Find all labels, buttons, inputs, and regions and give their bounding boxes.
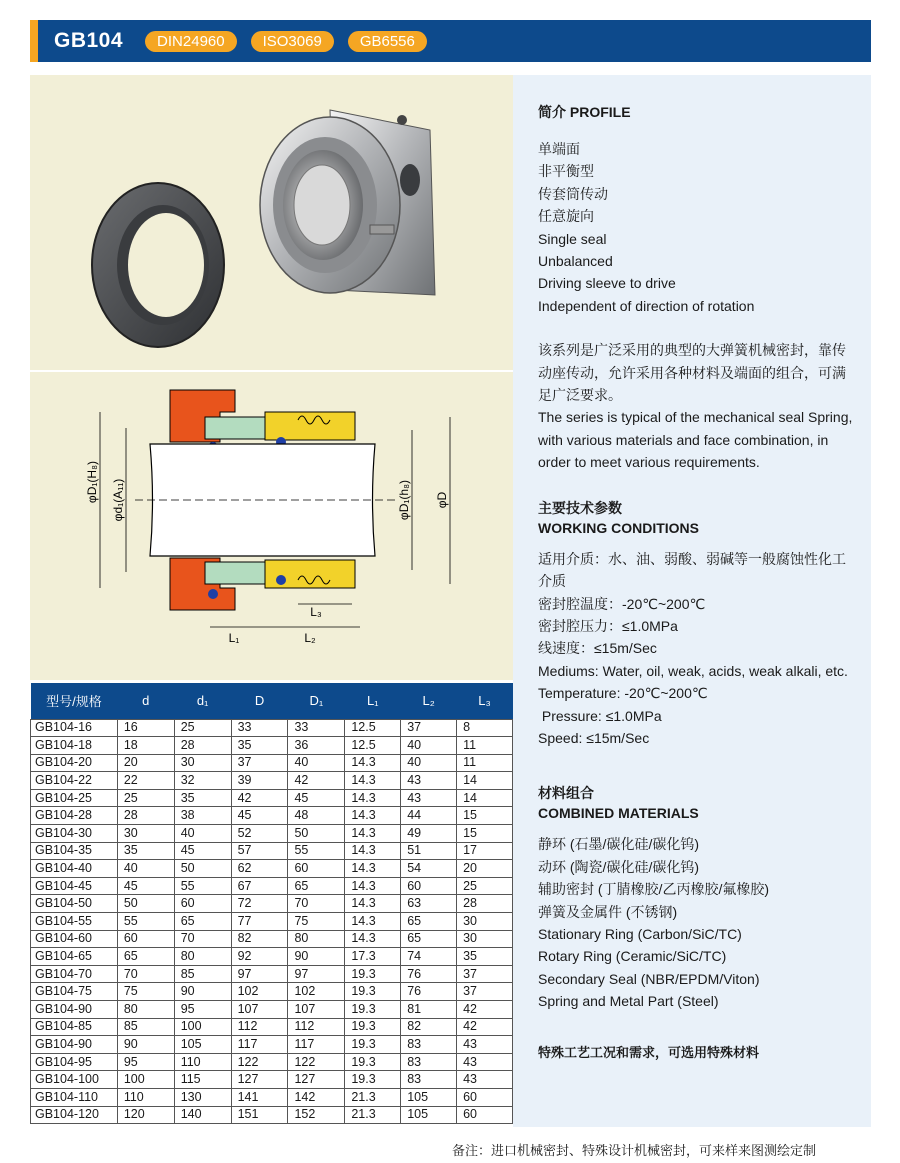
value-cell: 102 [231, 983, 288, 1001]
model-cell: GB104-25 [31, 789, 118, 807]
value-cell: 76 [401, 983, 457, 1001]
value-cell: 48 [288, 807, 345, 825]
value-cell: 100 [174, 1018, 231, 1036]
value-cell: 28 [117, 807, 174, 825]
value-cell: 45 [231, 807, 288, 825]
value-cell: 14 [457, 772, 513, 790]
value-cell: 107 [231, 1001, 288, 1019]
value-cell: 32 [174, 772, 231, 790]
table-row [31, 895, 513, 913]
model-cell: GB104-20 [31, 754, 118, 772]
value-cell: 70 [174, 930, 231, 948]
model-cell: GB104-60 [31, 930, 118, 948]
value-cell: 19.3 [345, 1001, 401, 1019]
dim-label: φD [435, 491, 449, 509]
material-line: 动环 (陶瓷/碳化硅/碳化钨) [538, 858, 699, 875]
value-cell: 97 [231, 965, 288, 983]
value-cell: 60 [457, 1106, 513, 1124]
special-note: 特殊工艺工况和需求，可选用特殊材料 [538, 1044, 760, 1060]
value-cell: 11 [457, 754, 513, 772]
table-row [31, 807, 513, 825]
value-cell: 35 [174, 789, 231, 807]
value-cell: 28 [457, 895, 513, 913]
value-cell: 14.3 [345, 895, 401, 913]
dim-label: φD₁(H₈) [85, 460, 99, 504]
table-row [31, 789, 513, 807]
title-bar [30, 20, 871, 62]
value-cell: 75 [117, 983, 174, 1001]
table-row [31, 930, 513, 948]
value-cell: 37 [457, 965, 513, 983]
value-cell: 33 [288, 719, 345, 737]
dim-label: φd₁(A₁₁) [111, 478, 125, 522]
table-row [31, 825, 513, 843]
value-cell: 76 [401, 965, 457, 983]
model-cell: GB104-90 [31, 1036, 118, 1054]
value-cell: 36 [288, 737, 345, 755]
profile-line: Independent of direction of rotation [538, 297, 755, 314]
value-cell: 52 [231, 825, 288, 843]
value-cell: 81 [401, 1001, 457, 1019]
working-line: 密封腔温度：-20℃~200℃ [538, 595, 706, 612]
value-cell: 60 [174, 895, 231, 913]
model-cell: GB104-28 [31, 807, 118, 825]
column-header: L₃ [457, 683, 513, 719]
value-cell: 62 [231, 860, 288, 878]
value-cell: 43 [457, 1036, 513, 1054]
material-line: 辅助密封 (丁腈橡胶/乙丙橡胶/氟橡胶) [538, 881, 769, 898]
value-cell: 12.5 [345, 737, 401, 755]
value-cell: 22 [117, 772, 174, 790]
table-row [31, 1036, 513, 1054]
table-row [31, 1088, 513, 1106]
value-cell: 83 [401, 1071, 457, 1089]
table-header-row [31, 683, 513, 719]
value-cell: 90 [117, 1036, 174, 1054]
model-cell: GB104-18 [31, 737, 118, 755]
value-cell: 45 [174, 842, 231, 860]
profile-line: Unbalanced [538, 253, 613, 270]
value-cell: 12.5 [345, 719, 401, 737]
table-row [31, 1018, 513, 1036]
value-cell: 152 [288, 1106, 345, 1124]
model-cell: GB104-35 [31, 842, 118, 860]
value-cell: 105 [401, 1088, 457, 1106]
value-cell: 97 [288, 965, 345, 983]
cross-section-drawing [30, 372, 513, 680]
info-panel [513, 75, 871, 1127]
column-header: d₁ [174, 683, 231, 719]
value-cell: 95 [117, 1053, 174, 1071]
profile-line: Driving sleeve to drive [538, 275, 676, 292]
value-cell: 127 [231, 1071, 288, 1089]
value-cell: 130 [174, 1088, 231, 1106]
standard-badge: GB6556 [348, 31, 427, 52]
profile-line: 非平衡型 [538, 163, 594, 180]
seal-illustration [30, 75, 513, 370]
value-cell: 77 [231, 913, 288, 931]
model-cell: GB104-65 [31, 948, 118, 966]
value-cell: 19.3 [345, 1071, 401, 1089]
value-cell: 35 [457, 948, 513, 966]
table-row [31, 948, 513, 966]
profile-line: 传套筒传动 [538, 185, 608, 202]
material-line: 弹簧及金属件 (不锈钢) [538, 903, 678, 920]
profile-title: 简介 PROFILE [538, 104, 631, 120]
value-cell: 40 [288, 754, 345, 772]
value-cell: 14.3 [345, 825, 401, 843]
materials-title-en: COMBINED MATERIALS [538, 805, 699, 822]
table-row [31, 877, 513, 895]
value-cell: 107 [288, 1001, 345, 1019]
value-cell: 17 [457, 842, 513, 860]
value-cell: 80 [288, 930, 345, 948]
profile-line: 任意旋向 [538, 208, 594, 225]
value-cell: 80 [174, 948, 231, 966]
value-cell: 14 [457, 789, 513, 807]
model-cell: GB104-110 [31, 1088, 118, 1106]
table-row [31, 1053, 513, 1071]
footnote: 备注：进口机械密封、特殊设计机械密封，可来样来图测绘定制 [452, 1143, 817, 1158]
value-cell: 21.3 [345, 1088, 401, 1106]
column-header: d [117, 683, 174, 719]
working-line: 密封腔压力：≤1.0MPa [538, 617, 678, 634]
value-cell: 25 [174, 719, 231, 737]
value-cell: 14.3 [345, 930, 401, 948]
value-cell: 38 [174, 807, 231, 825]
materials-title-cn: 材料组合 [538, 785, 594, 802]
material-line: Rotary Ring (Ceramic/SiC/TC) [538, 948, 727, 965]
value-cell: 19.3 [345, 1018, 401, 1036]
value-cell: 17.3 [345, 948, 401, 966]
value-cell: 60 [288, 860, 345, 878]
model-cell: GB104-90 [31, 1001, 118, 1019]
value-cell: 90 [288, 948, 345, 966]
dim-label: L₂ [304, 631, 316, 645]
value-cell: 72 [231, 895, 288, 913]
value-cell: 37 [401, 719, 457, 737]
value-cell: 83 [401, 1053, 457, 1071]
value-cell: 30 [174, 754, 231, 772]
value-cell: 25 [117, 789, 174, 807]
table-row [31, 1001, 513, 1019]
dim-label: L₁ [228, 631, 240, 645]
column-header: L₂ [401, 683, 457, 719]
material-line: Secondary Seal (NBR/EPDM/Viton) [538, 970, 760, 987]
value-cell: 42 [457, 1001, 513, 1019]
value-cell: 65 [288, 877, 345, 895]
table-row [31, 860, 513, 878]
value-cell: 105 [174, 1036, 231, 1054]
value-cell: 60 [117, 930, 174, 948]
model-cell: GB104-55 [31, 913, 118, 931]
model-cell: GB104-30 [31, 825, 118, 843]
model-cell: GB104-22 [31, 772, 118, 790]
value-cell: 15 [457, 807, 513, 825]
profile-line: 单端面 [538, 141, 580, 157]
standard-badge: ISO3069 [251, 31, 334, 52]
working-line: Temperature: -20℃~200℃ [538, 685, 708, 702]
value-cell: 14.3 [345, 789, 401, 807]
value-cell: 19.3 [345, 1053, 401, 1071]
value-cell: 14.3 [345, 913, 401, 931]
value-cell: 60 [457, 1088, 513, 1106]
value-cell: 43 [457, 1071, 513, 1089]
value-cell: 65 [117, 948, 174, 966]
value-cell: 63 [401, 895, 457, 913]
value-cell: 49 [401, 825, 457, 843]
product-photo [30, 75, 513, 370]
value-cell: 50 [288, 825, 345, 843]
model-cell: GB104-16 [31, 719, 118, 737]
value-cell: 65 [401, 913, 457, 931]
value-cell: 110 [117, 1088, 174, 1106]
value-cell: 14.3 [345, 860, 401, 878]
value-cell: 74 [401, 948, 457, 966]
value-cell: 142 [288, 1088, 345, 1106]
stationary-ring [92, 183, 224, 347]
title-accent [30, 20, 38, 62]
spec-table [30, 683, 513, 1124]
table-row [31, 913, 513, 931]
model-cell: GB104-70 [31, 965, 118, 983]
value-cell: 67 [231, 877, 288, 895]
value-cell: 85 [174, 965, 231, 983]
value-cell: 102 [288, 983, 345, 1001]
value-cell: 19.3 [345, 965, 401, 983]
column-header: L₁ [345, 683, 401, 719]
working-title-en: WORKING CONDITIONS [538, 519, 699, 536]
table-row [31, 737, 513, 755]
table-body [31, 719, 513, 1124]
value-cell: 43 [401, 772, 457, 790]
value-cell: 70 [117, 965, 174, 983]
value-cell: 50 [174, 860, 231, 878]
profile-description-cn: 该系列是广泛采用的典型的大弹簧机械密封，靠传动座传动，允许采用各种材料及端面的组合，可满足广泛要求。 [538, 342, 846, 404]
value-cell: 20 [117, 754, 174, 772]
profile-description-en: The series is typical of the mechanical seal Spring, with various materials and face combination, in order to meet various requirements. [538, 409, 853, 471]
standard-badge: DIN24960 [145, 31, 237, 52]
model-cell: GB104-85 [31, 1018, 118, 1036]
value-cell: 115 [174, 1071, 231, 1089]
value-cell: 117 [288, 1036, 345, 1054]
value-cell: 65 [401, 930, 457, 948]
value-cell: 42 [288, 772, 345, 790]
value-cell: 35 [231, 737, 288, 755]
value-cell: 14.3 [345, 877, 401, 895]
value-cell: 100 [117, 1071, 174, 1089]
value-cell: 14.3 [345, 842, 401, 860]
material-line: 静环 (石墨/碳化硅/碳化钨) [538, 836, 699, 853]
product-title: GB104 [54, 29, 124, 52]
value-cell: 14.3 [345, 754, 401, 772]
value-cell: 30 [457, 913, 513, 931]
model-cell: GB104-75 [31, 983, 118, 1001]
value-cell: 82 [231, 930, 288, 948]
model-cell: GB104-45 [31, 877, 118, 895]
value-cell: 65 [174, 913, 231, 931]
table-row [31, 1106, 513, 1124]
value-cell: 37 [231, 754, 288, 772]
value-cell: 51 [401, 842, 457, 860]
value-cell: 43 [401, 789, 457, 807]
value-cell: 112 [231, 1018, 288, 1036]
value-cell: 141 [231, 1088, 288, 1106]
table-row [31, 1071, 513, 1089]
column-header: 型号/规格 [31, 683, 118, 719]
value-cell: 20 [457, 860, 513, 878]
value-cell: 8 [457, 719, 513, 737]
value-cell: 82 [401, 1018, 457, 1036]
value-cell: 60 [401, 877, 457, 895]
value-cell: 14.3 [345, 772, 401, 790]
column-header: D [231, 683, 288, 719]
value-cell: 33 [231, 719, 288, 737]
value-cell: 75 [288, 913, 345, 931]
working-title-cn: 主要技术参数 [538, 499, 622, 516]
table-row [31, 842, 513, 860]
value-cell: 122 [231, 1053, 288, 1071]
model-cell: GB104-95 [31, 1053, 118, 1071]
value-cell: 55 [174, 877, 231, 895]
profile-line: Single seal [538, 230, 607, 247]
value-cell: 112 [288, 1018, 345, 1036]
value-cell: 28 [174, 737, 231, 755]
value-cell: 70 [288, 895, 345, 913]
value-cell: 45 [288, 789, 345, 807]
value-cell: 15 [457, 825, 513, 843]
value-cell: 55 [117, 913, 174, 931]
working-line: 适用介质：水、油、弱酸、弱碱等一般腐蚀性化工介质 [538, 550, 846, 590]
technical-drawing-svg [30, 372, 513, 680]
value-cell: 55 [288, 842, 345, 860]
value-cell: 110 [174, 1053, 231, 1071]
model-cell: GB104-100 [31, 1071, 118, 1089]
table-row [31, 754, 513, 772]
model-cell: GB104-50 [31, 895, 118, 913]
value-cell: 40 [401, 754, 457, 772]
value-cell: 57 [231, 842, 288, 860]
value-cell: 39 [231, 772, 288, 790]
value-cell: 127 [288, 1071, 345, 1089]
value-cell: 117 [231, 1036, 288, 1054]
value-cell: 18 [117, 737, 174, 755]
value-cell: 21.3 [345, 1106, 401, 1124]
value-cell: 95 [174, 1001, 231, 1019]
value-cell: 105 [401, 1106, 457, 1124]
value-cell: 92 [231, 948, 288, 966]
value-cell: 40 [117, 860, 174, 878]
value-cell: 40 [174, 825, 231, 843]
value-cell: 44 [401, 807, 457, 825]
dim-label: L₃ [310, 605, 322, 619]
value-cell: 90 [174, 983, 231, 1001]
material-line: Stationary Ring (Carbon/SiC/TC) [538, 925, 742, 942]
value-cell: 16 [117, 719, 174, 737]
value-cell: 85 [117, 1018, 174, 1036]
value-cell: 140 [174, 1106, 231, 1124]
value-cell: 30 [457, 930, 513, 948]
value-cell: 45 [117, 877, 174, 895]
material-line: Spring and Metal Part (Steel) [538, 993, 719, 1010]
column-header: D₁ [288, 683, 345, 719]
working-line: Pressure: ≤1.0MPa [538, 707, 662, 724]
value-cell: 25 [457, 877, 513, 895]
value-cell: 19.3 [345, 983, 401, 1001]
working-line: Speed: ≤15m/Sec [538, 729, 650, 746]
value-cell: 14.3 [345, 807, 401, 825]
value-cell: 50 [117, 895, 174, 913]
model-cell: GB104-120 [31, 1106, 118, 1124]
table-row [31, 965, 513, 983]
dim-label: φD₁(h₈) [397, 479, 411, 521]
value-cell: 42 [457, 1018, 513, 1036]
value-cell: 11 [457, 737, 513, 755]
value-cell: 151 [231, 1106, 288, 1124]
table-row [31, 719, 513, 737]
working-line: Mediums: Water, oil, weak, acids, weak alkali, etc. [538, 662, 848, 679]
table-row [31, 772, 513, 790]
rotating-seal [260, 110, 435, 295]
value-cell: 80 [117, 1001, 174, 1019]
model-cell: GB104-40 [31, 860, 118, 878]
value-cell: 19.3 [345, 1036, 401, 1054]
value-cell: 122 [288, 1053, 345, 1071]
table-row [31, 983, 513, 1001]
value-cell: 43 [457, 1053, 513, 1071]
value-cell: 83 [401, 1036, 457, 1054]
value-cell: 37 [457, 983, 513, 1001]
value-cell: 120 [117, 1106, 174, 1124]
value-cell: 40 [401, 737, 457, 755]
value-cell: 35 [117, 842, 174, 860]
value-cell: 54 [401, 860, 457, 878]
working-line: 线速度：≤15m/Sec [538, 640, 657, 657]
value-cell: 30 [117, 825, 174, 843]
value-cell: 42 [231, 789, 288, 807]
